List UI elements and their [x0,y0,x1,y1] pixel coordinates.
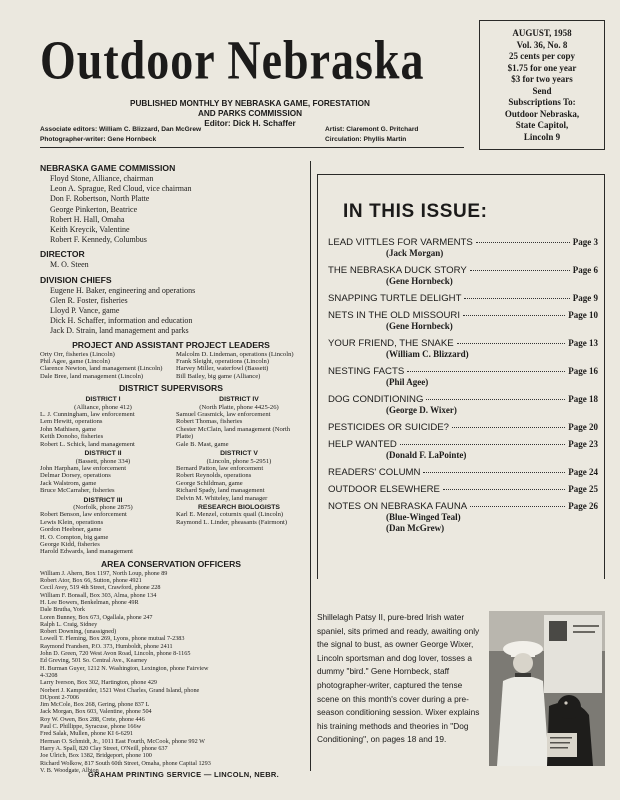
district-staff: H. O. Compton, big game [40,533,109,541]
issue-info-box [479,20,605,150]
associate-editors: Associate editors: William C. Blizzard, Dan McGrew [40,126,202,133]
officer-entry: Harry A. Spall, 820 Clay Street, O'Neill, phone 637 [40,744,168,752]
artist: Artist: Claremont G. Pritchard [325,126,419,133]
director-list [40,260,302,270]
district-staff: Lem Hewitt, operations [40,418,103,426]
district-contact: (Alliance, phone 412) [74,403,132,411]
district-staff: Robert L. Schick, land management [40,440,135,448]
district-staff: Raymond L. Linder, pheasants (Fairmont) [176,518,288,526]
district-contact: (Norfolk, phone 2875) [73,503,133,511]
project-leader: Frank Sleight, operations (Lincoln) [176,358,270,366]
toc-item[interactable] [328,501,598,534]
in-this-issue-panel [317,174,605,579]
issue-line: $1.75 for one year [507,62,577,73]
toc-page: Page 25 [568,484,598,494]
column-divider [310,161,311,771]
staff-directory [40,160,302,774]
toc-page: Page 24 [568,467,598,477]
district-staff: Robert Thomas, fisheries [176,418,243,426]
masthead-rule [40,147,464,148]
district-staff: Delvin M. Whiteley, land manager [176,494,268,502]
toc-line [328,467,598,478]
officer-entry: Norbert J. Kampsnider, 1521 West Charles, Grand Island, phone [40,686,200,694]
district-staff: Robert Reynolds, operations [176,472,252,480]
district-staff: Delmar Dorsey, operations [40,472,111,480]
cover-photo [489,611,605,766]
officer-entry: Larry Iverson, Box 302, Hartington, phone 429 [40,679,158,687]
division-chief: Glen R. Foster, fisheries [50,295,128,305]
project-leader: Dale Bree, land management (Lincoln) [40,372,144,380]
officer-entry: Herman O. Schmidt, Jr., 1011 East Fourth, McCook, phone 992 W [40,737,205,745]
issue-line: 25 cents per copy [508,51,576,61]
toc-author: (Gene Hornbeck) [386,321,453,331]
division-chiefs-heading: DIVISION CHIEFS [40,274,112,285]
staff-right [325,125,418,144]
officer-entry: John D. Green, 720 West Avon Road, Lincoln, phone 8-1165 [40,650,191,658]
division-chief: Dick H. Schaffer, information and education [50,316,193,326]
district-staff: Chester McClain, land management (North Platte) [176,425,291,441]
toc-page: Page 23 [568,439,598,449]
officer-entry: Dale Brutha, York [40,606,86,614]
toc-leader [470,270,570,271]
in-this-issue-heading: IN THIS ISSUE: [343,201,488,222]
toc-leader [476,242,570,243]
district-staff: John Harpham, law enforcement [40,464,127,472]
project-leaders-heading: PROJECT AND ASSISTANT PROJECT LEADERS [72,339,270,350]
toc-title: YOUR FRIEND, THE SNAKE [328,338,454,349]
districts-left [40,394,166,556]
toc-author: (George D. Wixer) [386,405,457,415]
toc-line [328,237,598,248]
officer-entry: Loren Bunney, Box 673, Ogallala, phone 247 [40,613,153,621]
toc-title: NETS IN THE OLD MISSOURI [328,310,461,321]
district-staff: L. J. Cunningham, law enforcement [40,411,135,419]
district-heading: DISTRICT V [220,450,258,458]
toc-item[interactable] [328,467,598,478]
issue-line: Outdoor Nebraska, [504,108,580,119]
officer-entry: Joe Ulrich, Box 1382, Bridgeport, phone 100 [40,752,152,760]
magazine-title: Outdoor Nebraska [40,29,425,91]
division-chiefs-list [40,286,302,337]
toc-line [328,439,598,450]
toc-item[interactable] [328,338,598,360]
toc-item[interactable] [328,265,598,287]
toc-line [328,265,598,276]
issue-line: Send [532,85,552,96]
toc-leader [452,427,565,428]
toc-title: NESTING FACTS [328,366,405,377]
officers-heading: AREA CONSERVATION OFFICERS [100,558,242,569]
district-staff: Jack Walstrom, game [40,479,97,487]
project-leader: Orty Orr, fisheries (Lincoln) [40,350,115,358]
issue-line: State Capitol, [515,120,569,130]
officer-entry: William F. Bonsall, Box 303, Alma, phone 134 [40,591,157,599]
issue-line: Lincoln 9 [523,131,561,142]
district-heading: DISTRICT IV [219,396,259,404]
project-leader: Clarence Newton, land management (Lincoln) [40,365,163,373]
officer-entry: 4-3208 [40,671,58,679]
districts-right [176,394,302,556]
toc-item[interactable] [328,310,598,332]
toc-page: Page 6 [572,265,598,275]
division-chief: Eugene H. Baker, engineering and operations [50,285,196,295]
officer-entry: Fred Salak, Mullen, phone KI 6-6291 [40,730,133,738]
publisher-line-1: PUBLISHED MONTHLY BY NEBRASKA GAME, FORESTATION [130,99,370,108]
district-staff: Gordon Heebner, game [40,526,102,534]
officer-entry: Richard Wolkow, 817 South 60th Street, Omaha, phone Capital 1293 [40,759,211,767]
toc-author: (Jack Morgan) [386,248,444,258]
project-leaders-left [40,351,166,381]
toc-title: LEAD VITTLES FOR VARMENTS [328,237,473,248]
toc-title: PESTICIDES OR SUICIDE? [328,422,450,433]
project-leader: Malcolm D. Lindeman, operations (Lincoln) [176,350,294,358]
table-of-contents [328,237,598,540]
district-staff: Richard Spady, land management [176,487,265,495]
toc-item[interactable] [328,422,598,433]
circulation: Circulation: Phyllis Martin [325,135,407,143]
director-heading: DIRECTOR [40,249,85,260]
officer-entry: Lowell T. Fleming, Box 269, Lyons, phone mutual 7-2383 [40,635,185,643]
toc-title: NOTES ON NEBRASKA FAUNA [328,501,468,512]
toc-leader [470,506,565,507]
project-leaders-right [176,351,302,381]
toc-leader [400,444,565,445]
project-leader: Harvey Miller, waterfowl (Bassett) [176,365,269,373]
commission-list [40,174,302,245]
toc-title: THE NEBRASKA DUCK STORY [328,265,467,276]
district-heading: DISTRICT II [84,450,122,458]
district-staff: Bernard Patton, law enforcement [176,464,264,472]
toc-line [328,501,598,512]
toc-leader [426,399,565,400]
commission-member: Robert H. Hall, Omaha [50,214,125,224]
officer-entry: Ralph L. Craig, Sidney [40,620,98,628]
toc-leader [407,371,565,372]
toc-leader [463,315,565,316]
officers-list [40,570,302,774]
toc-author: (Phil Agee) [386,377,429,387]
toc-author: (Gene Hornbeck) [386,276,453,286]
officer-entry: V. B. Woodgate, Albion [40,766,99,774]
toc-item[interactable] [328,293,598,304]
toc-page: Page 16 [568,366,598,376]
toc-item[interactable] [328,439,598,461]
publisher-line-2: AND PARKS COMMISSION [197,109,302,118]
toc-title: HELP WANTED [328,439,397,450]
district-staff: John Mathisen, game [40,425,97,433]
commission-member: Robert F. Kennedy, Columbus [50,235,147,245]
toc-page: Page 20 [568,422,598,432]
toc-line [328,394,598,405]
toc-line [328,293,598,304]
district-heading: RESEARCH BIOLOGISTS [198,503,280,511]
district-staff: Samuel Grasmick, law enforcement [176,411,271,419]
toc-line [328,484,598,495]
district-heading: DISTRICT III [83,496,123,504]
toc-author: (Blue-Winged Teal) [386,512,461,522]
district-staff: Keith Donoho, fisheries [40,433,104,441]
officer-entry: Cecil Avey, 519 4th Street, Crawford, phone 228 [40,584,161,592]
officer-entry: H. Burman Guyer, 1212 N. Washington, Lexington, phone Fairview [40,664,209,672]
division-chief: Jack D. Strain, land management and parks [50,326,189,336]
project-leader: Phil Agee, game (Lincoln) [40,358,110,366]
toc-page: Page 26 [568,501,598,511]
district-staff: Karl E. Menzel, coturnix quail (Lincoln) [176,511,284,519]
district-staff: Robert Benson, law enforcement [40,511,127,519]
toc-line [328,310,598,321]
commission-member: Don F. Robertson, North Platte [50,194,150,204]
project-leaders-columns [40,351,302,381]
officer-entry: Roy W. Owen, Box 288, Crete, phone 446 [40,715,145,723]
issue-line: Vol. 36, No. 8 [516,39,568,50]
photo-illustration [489,611,605,766]
officer-entry: Robert Ator, Box 66, Sutton, phone 4921 [40,577,142,585]
officer-entry: Paul C. Phillippe, Syracuse, phone 166w [40,723,142,731]
project-leader: Bill Bailey, big game (Alliance) [176,372,261,380]
director-name: M. O. Steen [50,260,89,270]
commission-heading: NEBRASKA GAME COMMISSION [40,163,176,173]
district-staff: Harold Edwards, land management [40,548,134,556]
district-staff: Bruce McCarraher, fisheries [40,487,115,495]
district-columns [40,394,302,556]
district-staff: Lewis Klein, operations [40,518,104,526]
officer-entry: DUpont 2-7006 [40,693,80,701]
toc-title: READERS' COLUMN [328,467,421,478]
issue-line: Subscriptions To: [508,97,576,107]
toc-title: OUTDOOR ELSEWHERE [328,484,440,495]
toc-author: (Dan McGrew) [386,523,445,533]
editor-line: Editor: Dick H. Schaffer [204,119,296,128]
district-contact: (North Platte, phone 4425-26) [199,403,279,411]
toc-leader [464,298,569,299]
issue-line: AUGUST, 1958 [512,28,572,38]
issue-line: $3 for two years [511,74,573,84]
commission-member: Floyd Stone, Alliance, chairman [50,174,154,183]
commission-member: Leon A. Sprague, Red Cloud, vice chairman [50,184,192,194]
toc-item[interactable] [328,366,598,388]
district-supervisors-heading: DISTRICT SUPERVISORS [119,383,223,394]
district-contact: (Lincoln, phone 5-2951) [206,457,272,465]
staff-left [40,125,201,144]
toc-title: DOG CONDITIONING [328,394,424,405]
cover-caption: Shillelagh Patsy II, pure-bred Irish water spaniel, sits primed and ready, awaiting only the signal to bust, as owner George Wixer, Lincoln sportsman and dog lover, tosses a dummy "bird." Gene Hornbeck, staff photographer-writer, captured the tense scene on this month's cover during a pre-season conditioning session. Wixer explains his training methods and theories in "Dog Conditioning", on pages 18 and 19. [317,612,480,745]
toc-leader [443,489,565,490]
officer-entry: William J. Ahern, Box 1197, North Loup, phone 89 [40,569,168,577]
toc-line [328,338,598,349]
toc-item[interactable] [328,237,598,259]
officer-entry: H. Lee Bowers, Benkelman, phone 49R [40,598,139,606]
toc-page: Page 13 [568,338,598,348]
toc-leader [423,472,565,473]
toc-line [328,366,598,377]
toc-author: (William C. Blizzard) [386,349,469,359]
officer-entry: Robert Downing, (unassigned) [40,628,117,636]
toc-page: Page 18 [568,394,598,404]
toc-page: Page 10 [568,310,598,320]
district-staff: George Kidd, fisheries [40,540,100,548]
toc-item[interactable] [328,484,598,495]
toc-page: Page 9 [572,293,598,303]
officer-entry: Jack Morgan, Box 603, Valentine, phone 504 [40,708,152,716]
printer-credit: GRAHAM PRINTING SERVICE — LINCOLN, NEBR. [88,770,280,779]
commission-member: Keith Kreycik, Valentine [50,225,130,235]
district-contact: (Bassett, phone 334) [75,457,131,465]
district-heading: DISTRICT I [85,396,121,404]
district-staff: George Schildman, game [176,479,243,487]
officer-entry: Ed Greving, 501 So. Central Ave., Kearney [40,657,148,665]
photographer-writer: Photographer-writer: Gene Hornbeck [40,135,157,143]
division-chief: Lloyd P. Vance, game [50,306,120,316]
toc-leader [457,343,566,344]
officer-entry: Jim McCole, Box 268, Gering, phone 837 L [40,701,150,709]
commission-member: George Pinkerton, Beatrice [50,204,138,214]
district-staff: Gale B. Mast, game [176,440,229,448]
toc-line [328,422,598,433]
toc-page: Page 3 [572,237,598,247]
toc-item[interactable] [328,394,598,416]
toc-title: SNAPPING TURTLE DELIGHT [328,293,462,304]
officer-entry: Raymond Frandsen, P.O. 373, Humboldt, phone 2411 [40,642,173,650]
toc-author: (Donald F. LaPointe) [386,450,467,460]
